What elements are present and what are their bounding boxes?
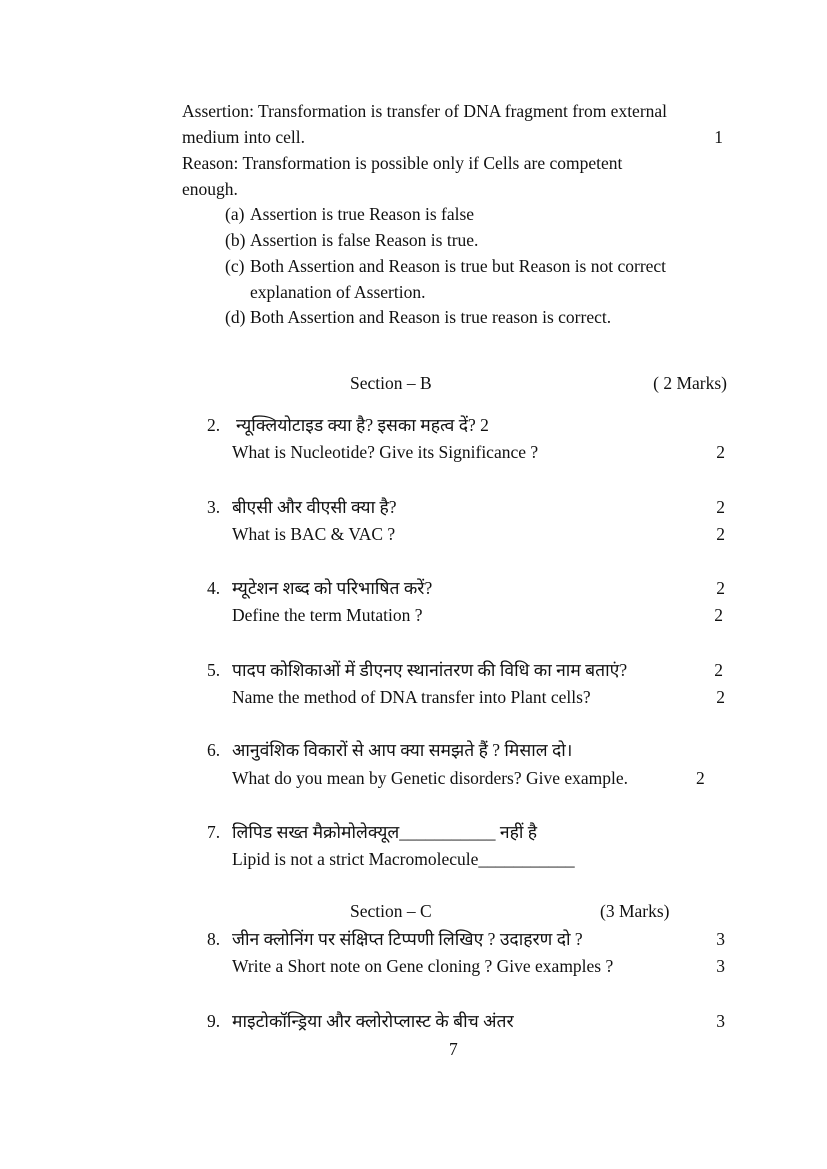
question-number: 9. — [207, 1011, 221, 1031]
assertion-line-2: medium into cell. — [182, 127, 305, 147]
question-hindi: माइटोकॉन्ड्रिया और क्लोरोप्लास्ट के बीच अंतर — [232, 1011, 514, 1031]
question-number: 3. — [207, 497, 221, 517]
question-number: 5. — [207, 660, 221, 680]
question-hindi: लिपिड सख्त मैक्रोमोलेक्यूल___________ नहीं है — [232, 822, 538, 842]
question-hindi: जीन क्लोनिंग पर संक्षिप्त टिप्पणी लिखिए ? उदाहरण दो ? — [232, 929, 583, 949]
question-marks: 3 — [716, 1011, 725, 1031]
question-english: What is BAC & VAC ? — [232, 524, 396, 544]
option-b-label: (b) — [225, 230, 246, 250]
question-marks: 2 — [716, 578, 725, 598]
question-number: 7. — [207, 822, 221, 842]
page-number: 7 — [449, 1039, 458, 1059]
question-marks: 2 — [716, 442, 725, 462]
assertion-marks: 1 — [714, 127, 723, 147]
question-hindi: पादप कोशिकाओं में डीएनए स्थानांतरण की विधि का नाम बताएं? — [232, 660, 628, 680]
question-english: What do you mean by Genetic disorders? Give example. — [232, 768, 629, 788]
question-english: Lipid is not a strict Macromolecule___________ — [232, 849, 575, 869]
option-a-label: (a) — [225, 204, 245, 224]
question-marks: 2 — [714, 605, 723, 625]
reason-line-2: enough. — [182, 179, 238, 199]
assertion-line-1: Assertion: Transformation is transfer of DNA fragment from external — [182, 101, 668, 121]
question-marks: 2 — [716, 524, 725, 544]
option-a-text: Assertion is true Reason is false — [250, 204, 475, 224]
option-c-text-cont: explanation of Assertion. — [250, 282, 426, 302]
question-english: Write a Short note on Gene cloning ? Give examples ? — [232, 956, 614, 976]
question-marks: 3 — [716, 956, 725, 976]
question-number: 4. — [207, 578, 221, 598]
question-number: 2. — [207, 415, 221, 435]
option-b-text: Assertion is false Reason is true. — [250, 230, 479, 250]
question-marks: 2 — [716, 687, 725, 707]
section-c-marks: (3 Marks) — [600, 901, 670, 921]
question-marks: 3 — [716, 929, 725, 949]
question-english: Define the term Mutation ? — [232, 605, 423, 625]
option-c-text: Both Assertion and Reason is true but Reason is not correct — [250, 256, 667, 276]
question-marks: 2 — [714, 660, 723, 680]
question-marks: 2 — [716, 497, 725, 517]
question-english: What is Nucleotide? Give its Significance ? — [232, 442, 539, 462]
reason-line-1: Reason: Transformation is possible only if Cells are competent — [182, 153, 623, 173]
question-marks: 2 — [696, 768, 705, 788]
question-number: 8. — [207, 929, 221, 949]
section-b-title: Section – B — [350, 373, 432, 393]
option-c-label: (c) — [225, 256, 245, 276]
question-english: Name the method of DNA transfer into Plant cells? — [232, 687, 591, 707]
question-hindi: न्यूक्लियोटाइड क्या है? इसका महत्व दें? 2 — [236, 415, 489, 435]
option-d-label: (d) — [225, 307, 246, 327]
option-d-text: Both Assertion and Reason is true reason is correct. — [250, 307, 612, 327]
question-hindi: बीएसी और वीएसी क्या है? — [232, 497, 397, 517]
section-b-marks: ( 2 Marks) — [653, 373, 727, 393]
section-c-title: Section – C — [350, 901, 432, 921]
question-number: 6. — [207, 740, 221, 760]
question-hindi: म्यूटेशन शब्द को परिभाषित करें? — [232, 578, 433, 598]
question-hindi: आनुवंशिक विकारों से आप क्या समझते हैं ? मिसाल दो। — [232, 740, 573, 760]
